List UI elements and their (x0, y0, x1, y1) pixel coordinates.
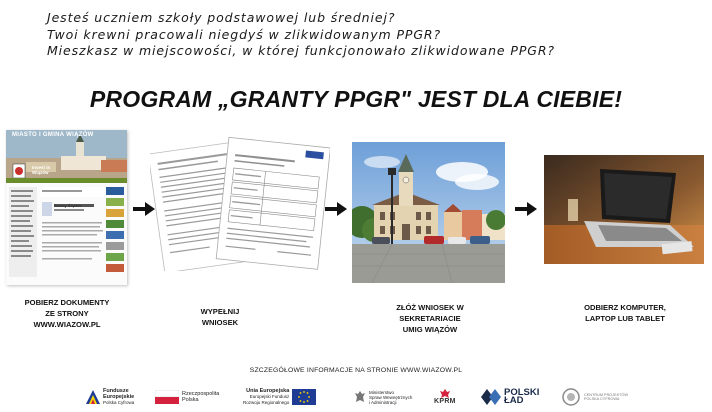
step-caption-submit (370, 302, 490, 335)
town-hall-photo (352, 142, 505, 283)
logo-text: i Administracji (369, 399, 397, 405)
logo-text: CENTRUM PROJEKTÓW (584, 392, 629, 397)
question-line: Mieszkasz w miejscowości, w której funkcjonowało zlikwidowane PPGR? (47, 43, 555, 58)
logo-text: POLSKI (504, 386, 540, 398)
program-headline: PROGRAM „GRANTY PPGR" JEST DLA CIEBIE! (89, 86, 623, 112)
caption-line: UMIG WIĄZÓW (402, 325, 458, 334)
laptop-photo (544, 155, 704, 264)
eagle-icon (440, 389, 450, 398)
centrum-projektow-logo (561, 384, 628, 410)
funding-logos-strip (0, 384, 712, 410)
logo-text: Ministerstwo (369, 389, 395, 395)
logo-text: KPRM (434, 398, 456, 405)
caption-line: ZE STRONY (45, 309, 89, 318)
caption-line: ODBIERZ KOMPUTER, (584, 303, 666, 312)
cpcp-icon (561, 388, 581, 406)
details-info-link[interactable]: SZCZEGÓŁOWE INFORMACJE NA STRONIE WWW.WIAZOW.PL (249, 367, 463, 374)
step-caption-receive (565, 302, 685, 324)
caption-line: ZŁÓŻ WNIOSEK W (396, 303, 464, 312)
caption-line: LAPTOP LUB TABLET (585, 314, 665, 323)
step-caption-fill (170, 306, 270, 328)
logo-text: Europejskie (103, 393, 135, 400)
logo-text: Unia Europejska (246, 387, 290, 394)
application-form-image (150, 136, 330, 271)
arrow-right-icon (515, 202, 537, 216)
ministry-logo (354, 384, 412, 410)
poland-flag-icon (155, 390, 179, 404)
arrow-right-icon (325, 202, 347, 216)
polski-lad-icon (481, 389, 501, 405)
logo-subtext: Rozwoju Regionalnego (243, 400, 290, 406)
unia-europejska-logo (243, 384, 316, 410)
site-title: MIASTO I GMINA WIĄZÓW (12, 132, 94, 138)
caption-line: WWW.WIAZOW.PL (33, 320, 101, 329)
eu-flag-icon (292, 389, 316, 405)
site-banner: Invest in Wiązów (32, 165, 51, 175)
caption-line: POBIERZ DOKUMENTY (24, 298, 110, 307)
logo-text: Spraw Wewnętrznych (369, 394, 413, 400)
rzeczpospolita-polska-logo (155, 384, 219, 410)
fundusze-icon (86, 390, 100, 404)
logo-text: Rzeczpospolita (182, 390, 220, 397)
question-line: Twoi krewni pracowali niegdyś w zlikwidowanym PPGR? (47, 26, 442, 42)
kprm-logo (434, 384, 456, 410)
website-screenshot-image (6, 130, 127, 285)
logo-text: Fundusze (103, 387, 129, 394)
site-panel: Szkoły Śląskie (54, 203, 82, 208)
caption-line: WYPEŁNIJ (200, 307, 240, 316)
caption-line: WNIOSEK (201, 318, 239, 327)
fundusze-europejskie-logo (86, 384, 134, 410)
logo-subtext: Polska Cyfrowa (103, 400, 135, 406)
caption-line: SEKRETARIACIE (399, 314, 461, 323)
logo-subtext: Europejski Fundusz (249, 393, 290, 399)
polski-lad-logo (481, 384, 539, 410)
step-caption-download (10, 297, 124, 330)
intro-questions (47, 10, 687, 60)
logo-text: ŁAD (504, 395, 524, 406)
logo-text: POLSKA CYFROWA (584, 397, 620, 401)
eagle-icon (354, 390, 366, 404)
logo-text: Polska (182, 397, 199, 403)
question-line: Jesteś uczniem szkoły podstawowej lub średniej? (47, 10, 396, 25)
